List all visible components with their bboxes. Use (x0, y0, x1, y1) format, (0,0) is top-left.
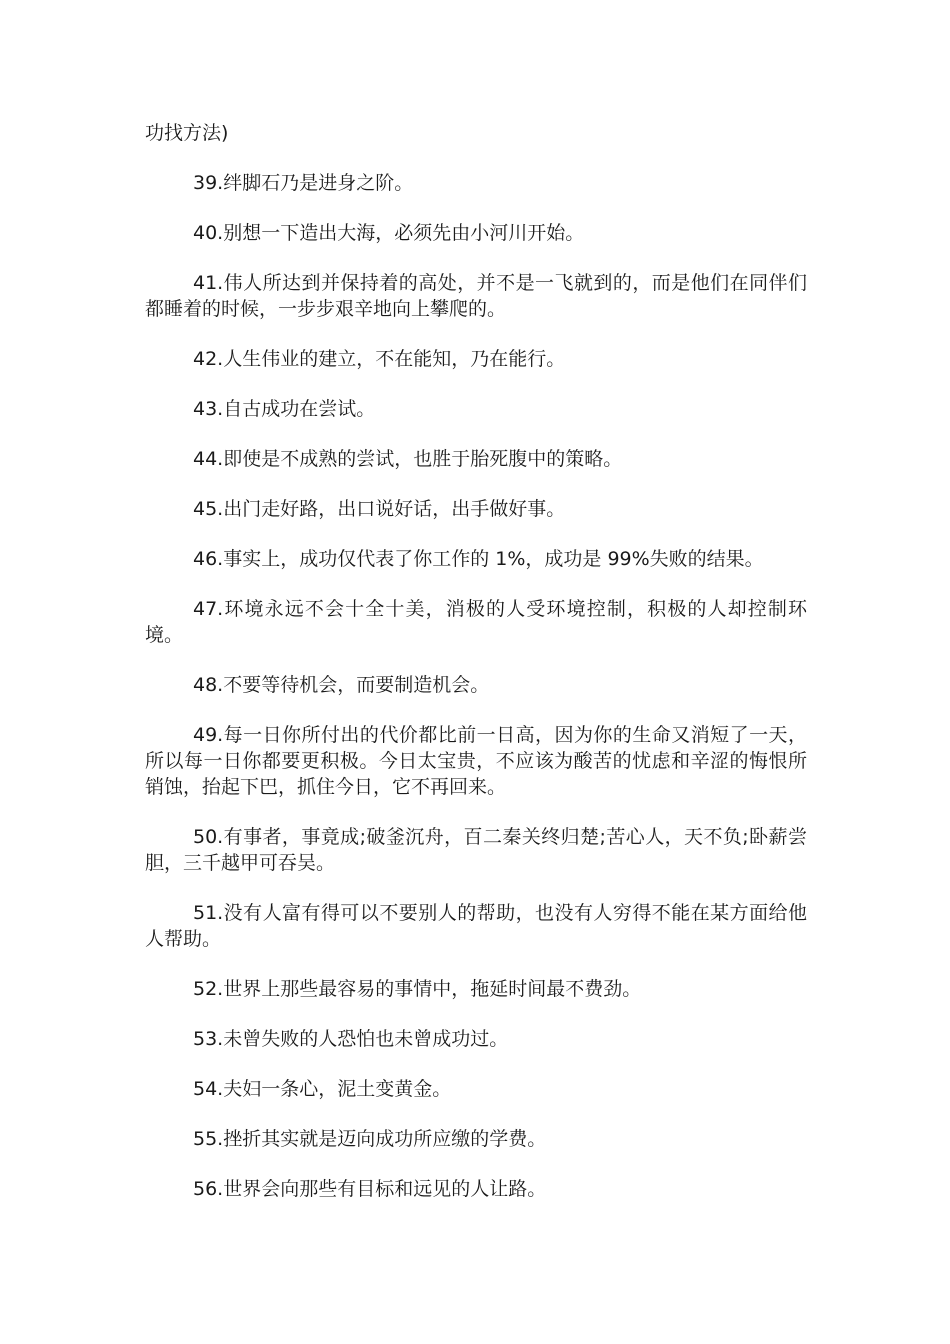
quote-44: 44.即使是不成熟的尝试，也胜于胎死腹中的策略。 (193, 448, 623, 470)
quote-39: 39.绊脚石乃是进身之阶。 (193, 172, 414, 194)
quote-40: 40.别想一下造出大海，必须先由小河川开始。 (193, 222, 585, 244)
quote-56: 56.世界会向那些有目标和远见的人让路。 (193, 1178, 547, 1200)
quote-54: 54.夫妇一条心，泥土变黄金。 (193, 1078, 452, 1100)
quote-45: 45.出门走好路，出口说好话，出手做好事。 (193, 498, 566, 520)
quote-52: 52.世界上那些最容易的事情中，拖延时间最不费劲。 (193, 978, 642, 1000)
quote-46: 46.事实上，成功仅代表了你工作的 1%，成功是 99%失败的结果。 (193, 548, 764, 570)
quote-53: 53.未曾失败的人恐怕也未曾成功过。 (193, 1028, 509, 1050)
quote-47: 47.环境永远不会十全十美，消极的人受环境控制，积极的人却控制环境。 (145, 598, 807, 646)
quote-50: 50.有事者，事竟成;破釜沉舟，百二秦关终归楚;苦心人，天不负;卧薪尝胆，三千越甲可吞吴。 (145, 826, 807, 874)
quote-51: 51.没有人富有得可以不要别人的帮助，也没有人穷得不能在某方面给他人帮助。 (145, 902, 807, 950)
quote-41: 41.伟人所达到并保持着的高处，并不是一飞就到的，而是他们在同伴们都睡着的时候，一步步艰辛地向上攀爬的。 (145, 272, 807, 320)
quote-55: 55.挫折其实就是迈向成功所应缴的学费。 (193, 1128, 547, 1150)
continuation-line: 功找方法) (145, 122, 229, 144)
quote-43: 43.自古成功在尝试。 (193, 398, 376, 420)
quote-42: 42.人生伟业的建立，不在能知，乃在能行。 (193, 348, 566, 370)
quote-48: 48.不要等待机会，而要制造机会。 (193, 674, 490, 696)
document-body (145, 120, 807, 1226)
quote-49: 49.每一日你所付出的代价都比前一日高，因为你的生命又消短了一天，所以每一日你都要更积极。今日太宝贵，不应该为酸苦的忧虑和辛涩的悔恨所销蚀，抬起下巴，抓住今日，它不再回来。 (145, 724, 807, 798)
